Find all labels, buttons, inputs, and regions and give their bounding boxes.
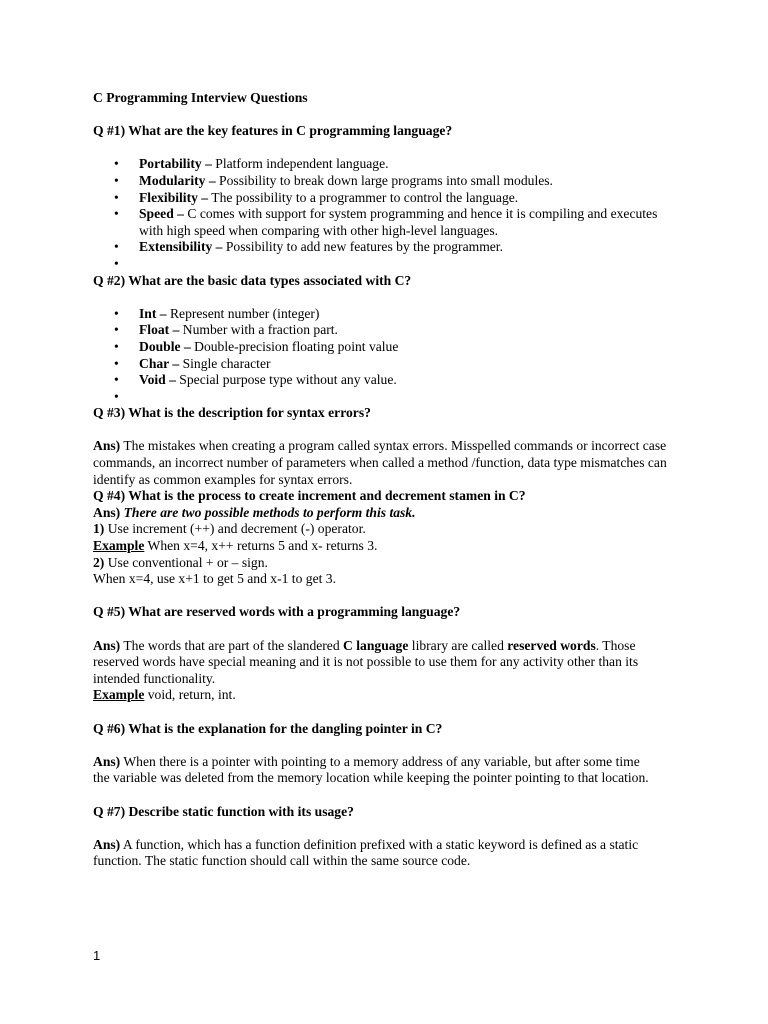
bullet-icon: • (114, 322, 119, 338)
list-item: • Int – Represent number (integer) (114, 305, 320, 321)
list-item: • Speed – C comes with support for system programming and hence it is compiling and executes with high speed when comparing with other high-level languages. (114, 206, 658, 238)
question-4-heading: Q #4) What is the process to create increment and decrement stamen in C? (93, 488, 526, 504)
q4-method-2-detail: When x=4, use x+1 to get 5 and x-1 to get 3. (93, 571, 336, 587)
bullet-icon: • (114, 388, 119, 404)
q2-datatype-list (93, 306, 683, 406)
bullet-icon: • (114, 338, 119, 354)
q7-answer: Ans) A function, which has a function definition prefixed with a static keyword is defined as a static function. The static function should call within the same source code. (93, 836, 639, 869)
q4-answer: Ans) There are two possible methods to perform this task. (93, 504, 416, 520)
q5-example: Example void, return, int. (93, 687, 236, 703)
question-5-heading: Q #5) What are reserved words with a programming language? (93, 604, 461, 620)
list-item: • Modularity – Possibility to break down large programs into small modules. (114, 172, 553, 188)
question-6-heading: Q #6) What is the explanation for the dangling pointer in C? (93, 720, 443, 736)
q1-feature-list (93, 156, 683, 272)
q3-answer: Ans) The mistakes when creating a program called syntax errors. Misspelled commands or incorrect case commands, an incorrect number of parameters when called a method /function, data type mismatches can identify as common examples for syntax errors. (93, 438, 667, 487)
page-number: 1 (93, 948, 101, 963)
bullet-icon: • (114, 189, 119, 205)
q4-method-1: 1) Use increment (++) and decrement (-) operator. (93, 521, 366, 537)
question-3-heading: Q #3) What is the description for syntax errors? (93, 405, 371, 421)
list-item: • Double – Double-precision floating point value (114, 338, 399, 354)
q4-method-2: 2) Use conventional + or – sign. (93, 554, 268, 570)
q4-example: Example When x=4, x++ returns 5 and x- returns 3. (93, 538, 378, 554)
list-item-empty (93, 256, 683, 273)
question-1-heading: Q #1) What are the key features in C programming language? (93, 123, 453, 139)
question-2-heading: Q #2) What are the basic data types associated with C? (93, 272, 412, 288)
bullet-icon: • (114, 172, 119, 188)
document-title: C Programming Interview Questions (93, 90, 308, 105)
bullet-icon: • (114, 156, 119, 172)
bullet-icon: • (114, 239, 119, 255)
list-item: • Extensibility – Possibility to add new features by the programmer. (114, 239, 503, 255)
list-item: • Float – Number with a fraction part. (114, 322, 338, 338)
q6-answer: Ans) When there is a pointer with pointing to a memory address of any variable, but after some time the variable was deleted from the memory location while keeping the pointer pointing to that location. (93, 753, 649, 786)
list-item: • Flexibility – The possibility to a programmer to control the language. (114, 189, 519, 205)
list-item: • Char – Single character (114, 355, 271, 371)
q5-answer: Ans) The words that are part of the slandered C language library are called reserved words. Those reserved words have special meaning and it is not possible to use them for any activity other than its intended functionality. (93, 637, 639, 686)
bullet-icon: • (114, 372, 119, 388)
list-item: • Portability – Platform independent language. (114, 156, 389, 172)
document-page (93, 90, 683, 870)
list-item-empty (93, 389, 683, 406)
bullet-icon: • (114, 355, 119, 371)
bullet-icon: • (114, 255, 119, 271)
list-item: • Void – Special purpose type without any value. (114, 372, 397, 388)
question-7-heading: Q #7) Describe static function with its usage? (93, 803, 354, 819)
bullet-icon: • (114, 305, 119, 321)
bullet-icon: • (114, 206, 119, 222)
